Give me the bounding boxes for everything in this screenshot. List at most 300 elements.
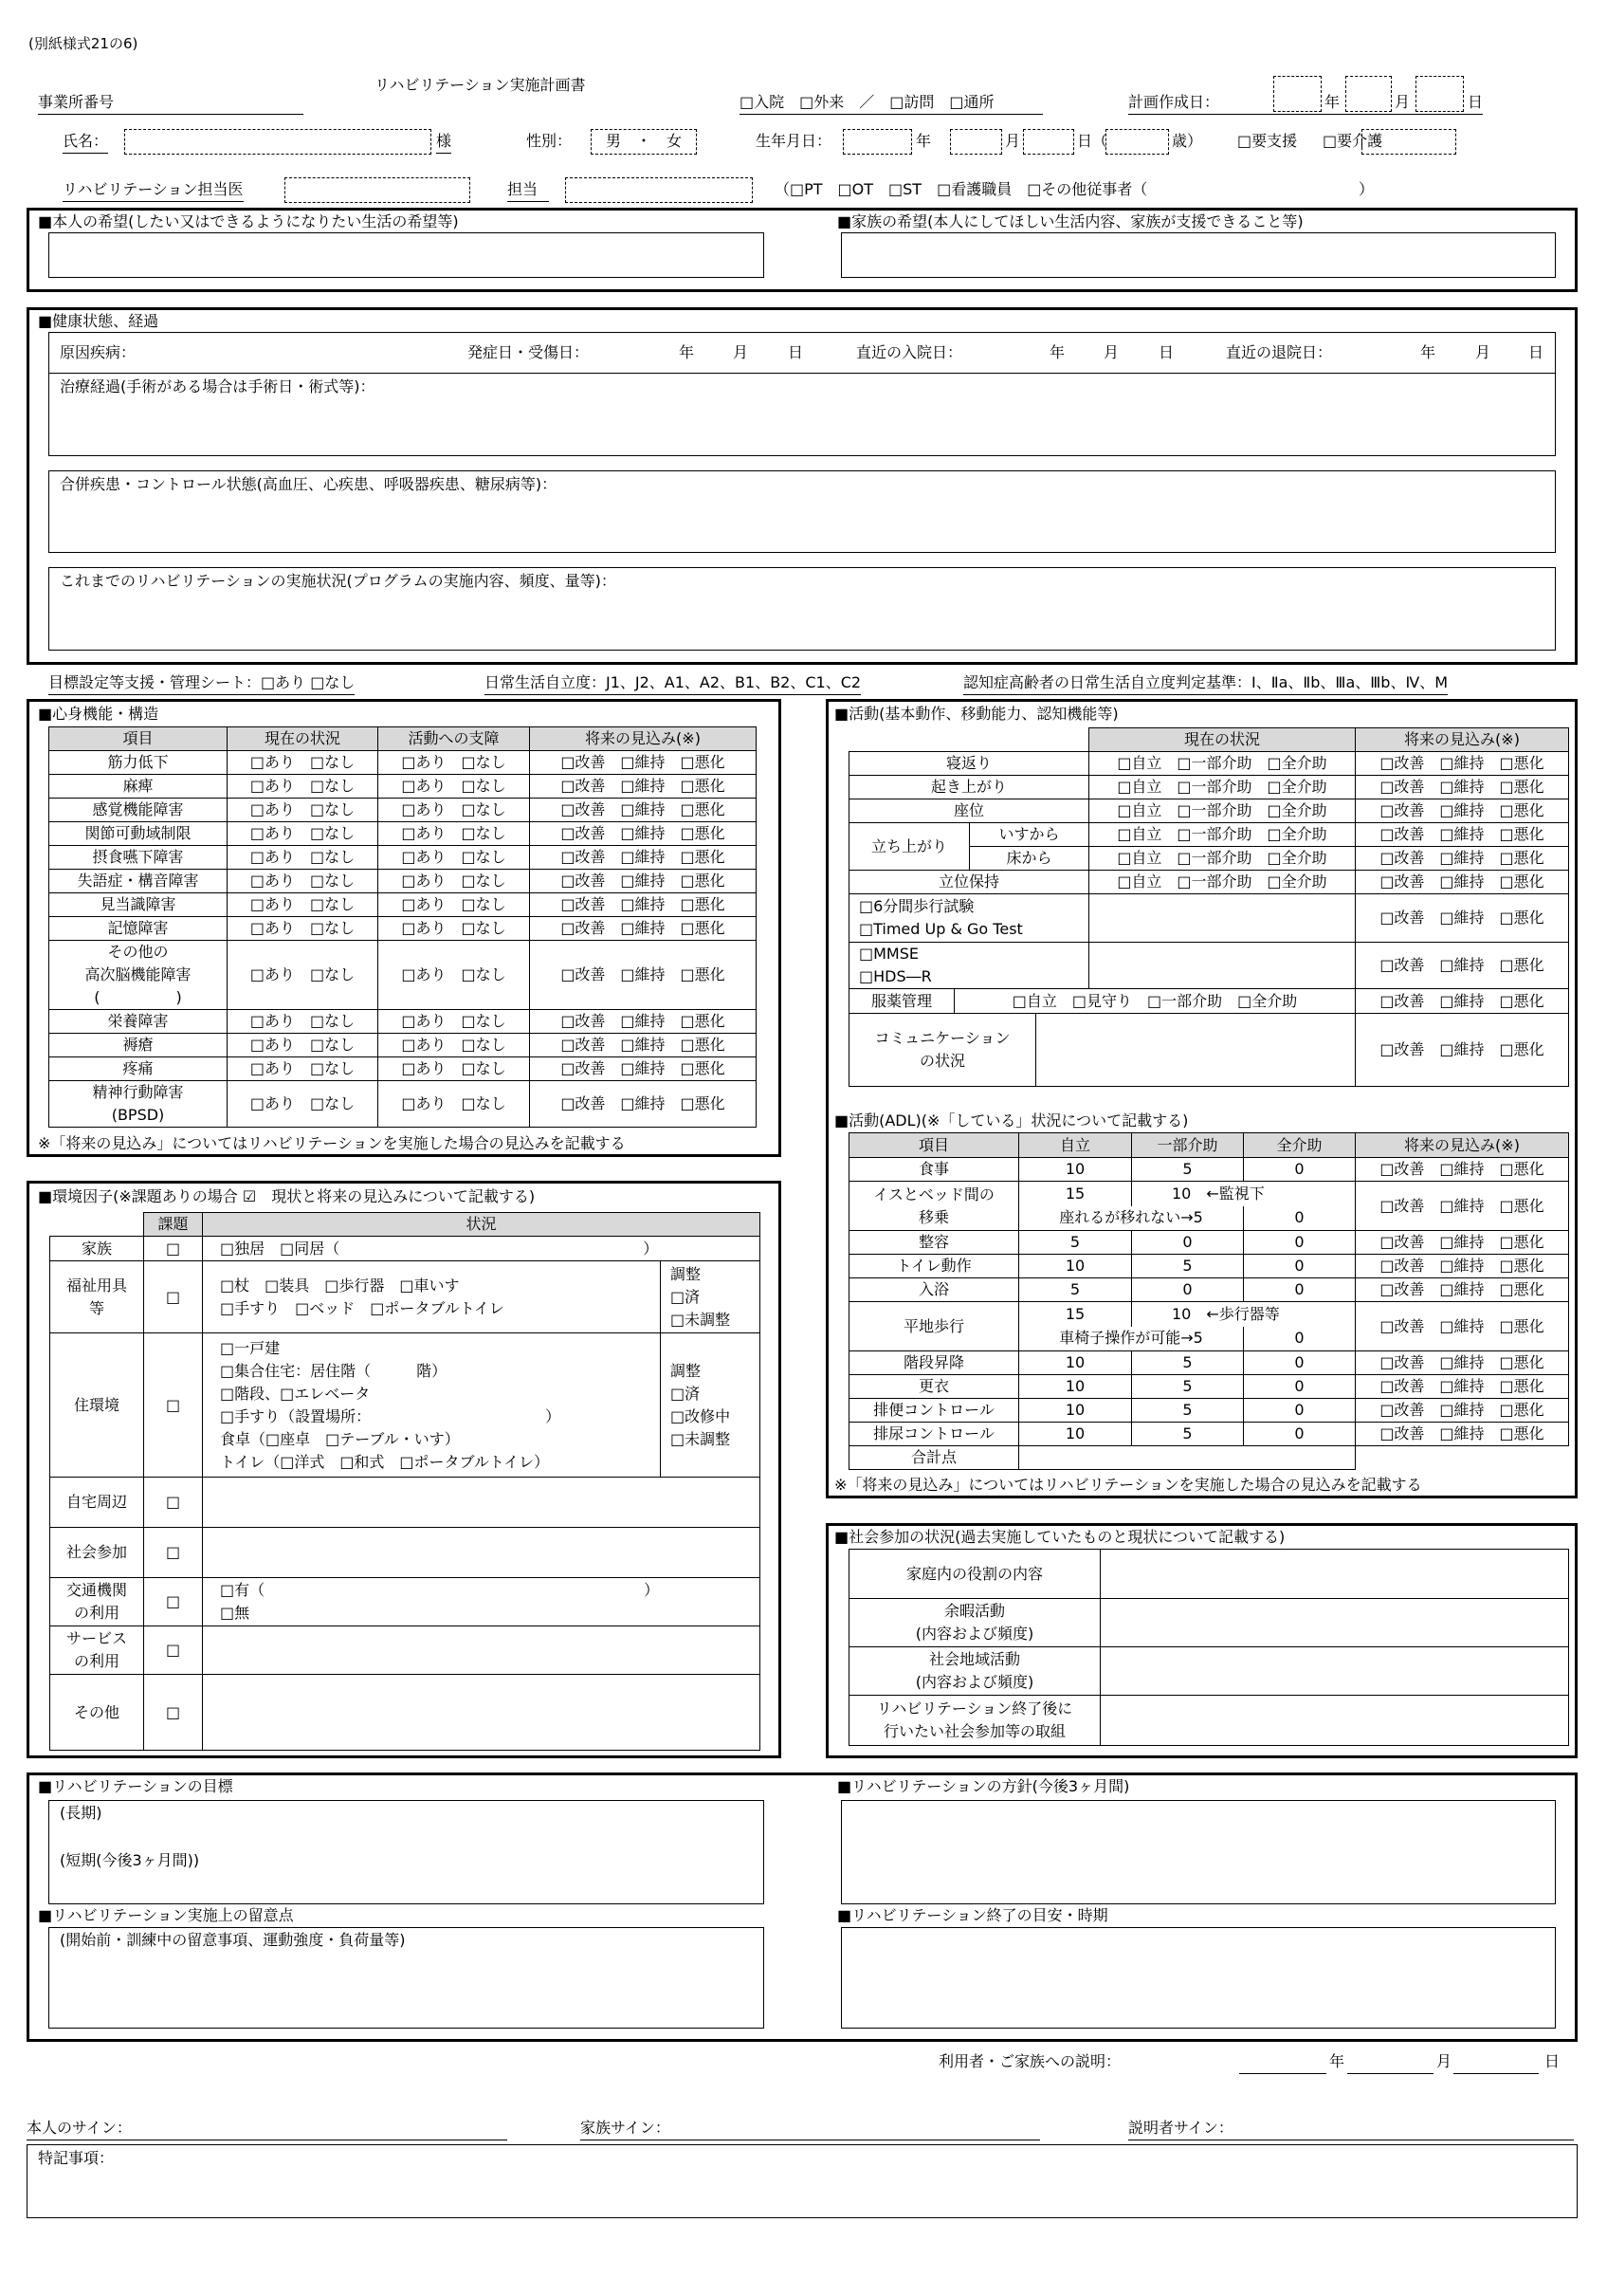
- family-hope-input[interactable]: [841, 232, 1556, 278]
- issue-checkbox[interactable]: □: [144, 1578, 203, 1626]
- table-row: [49, 893, 757, 917]
- body-function-title: ■心身機能・構造: [38, 705, 159, 723]
- table-row: [49, 1034, 757, 1057]
- table-row: [50, 1333, 760, 1478]
- header-row: [849, 728, 1569, 752]
- partial-assist-score: 5: [1132, 1399, 1244, 1423]
- onset-day: 日: [788, 343, 804, 361]
- issue-checkbox[interactable]: □: [144, 1237, 203, 1261]
- social-table: [849, 1549, 1569, 1746]
- self-sign-field[interactable]: [27, 2117, 507, 2140]
- prognosis-options[interactable]: □改善 □維持 □悪化: [1356, 1302, 1569, 1351]
- table-row: [49, 775, 757, 799]
- social-item-input[interactable]: [1101, 1599, 1569, 1647]
- cause-label: 原因疾病：: [60, 343, 137, 361]
- partial-assist-score: 10 ←監視下: [1132, 1182, 1356, 1206]
- age-input[interactable]: [1105, 129, 1169, 155]
- office-number-label: 事業所番号: [38, 93, 115, 111]
- column-header: 項目: [49, 727, 228, 751]
- full-assist-score: 0: [1244, 1351, 1356, 1375]
- staff-type-close: ）: [1359, 180, 1375, 198]
- communication-input[interactable]: [1036, 1014, 1355, 1086]
- form-title: リハビリテーション実施計画書: [374, 76, 586, 94]
- full-assist-score: 0: [1244, 1278, 1356, 1302]
- activity-impact-options[interactable]: □あり □なし: [378, 846, 530, 870]
- activity-impact-options[interactable]: □あり □なし: [378, 893, 530, 917]
- adl-table: [849, 1132, 1569, 1470]
- dementia-scale-options[interactable]: 認知症高齢者の日常生活自立度判定基準：Ⅰ、Ⅱa、Ⅱb、Ⅲa、Ⅲb、Ⅳ、M: [963, 671, 1448, 695]
- social-title: ■社会参加の状況(過去実施していたものと現状について記載する): [834, 1528, 1286, 1546]
- table-row: [49, 941, 757, 1010]
- item-label: 筋力低下: [49, 751, 228, 775]
- policy-title: ■リハビリテーションの方針(今後3ヶ月間): [837, 1777, 1130, 1795]
- header-row: [50, 1213, 760, 1237]
- table-row: [50, 1626, 760, 1675]
- prognosis-options[interactable]: □改善 □維持 □悪化: [1356, 799, 1569, 823]
- prognosis-options[interactable]: □改善 □維持 □悪化: [530, 941, 757, 1010]
- independent-score: 10: [1019, 1255, 1132, 1278]
- rehab-history-label: これまでのリハビリテーションの実施状況(プログラムの実施内容、頻度、量等)：: [60, 572, 616, 590]
- prognosis-options[interactable]: □改善 □維持 □悪化: [1356, 1399, 1569, 1423]
- env-status-content[interactable]: [203, 1528, 760, 1578]
- birth-month-input[interactable]: [950, 129, 1002, 155]
- prognosis-options[interactable]: □改善 □維持 □悪化: [1356, 943, 1569, 989]
- partial-assist-score: 5: [1132, 1351, 1244, 1375]
- walk-test-options[interactable]: □6分間歩行試験 □Timed Up & Go Test: [849, 894, 1089, 943]
- prognosis-options[interactable]: □改善 □維持 □悪化: [530, 917, 757, 941]
- issue-checkbox[interactable]: □: [144, 1626, 203, 1675]
- birth-day-input[interactable]: [1023, 129, 1074, 155]
- blank-cell: [1356, 1446, 1569, 1470]
- issue-checkbox[interactable]: □: [144, 1261, 203, 1333]
- full-assist-score: 0: [1244, 1399, 1356, 1423]
- sub-item-label: いすから: [970, 823, 1089, 847]
- item-label: 栄養障害: [49, 1010, 228, 1034]
- header-blank: [849, 728, 1089, 752]
- goal-title: ■リハビリテーションの目標: [38, 1777, 233, 1795]
- prognosis-options[interactable]: □改善 □維持 □悪化: [530, 893, 757, 917]
- table-row: [49, 799, 757, 822]
- current-status-options[interactable]: □あり □なし: [228, 822, 378, 846]
- table-row: [849, 1647, 1569, 1696]
- prognosis-options[interactable]: □改善 □維持 □悪化: [1356, 776, 1569, 799]
- independent-score: 10: [1019, 1158, 1132, 1182]
- prognosis-options[interactable]: □改善 □維持 □悪化: [1356, 847, 1569, 871]
- social-item-label: リハビリテーション終了後に 行いたい社会参加等の取組: [849, 1696, 1101, 1746]
- full-assist-score: 0: [1244, 1231, 1356, 1255]
- env-status-content[interactable]: □一戸建 □集合住宅：居住階（ 階） □階段、□エレベータ □手すり（設置場所： ） 食卓（□座卓 □テーブル・いす） トイレ（□洋式 □和式 □ポータブルトイレ）: [203, 1333, 661, 1478]
- sex-label: 性別：: [526, 132, 573, 150]
- activity-impact-options[interactable]: □あり □なし: [378, 1034, 530, 1057]
- plan-month-input[interactable]: [1345, 76, 1392, 112]
- activity-impact-options[interactable]: □あり □なし: [378, 822, 530, 846]
- explanation-day-input[interactable]: [1453, 2050, 1539, 2074]
- medication-label: 服薬管理: [849, 989, 955, 1013]
- admission-month: 月: [1104, 343, 1120, 361]
- activity-impact-options[interactable]: □あり □なし: [378, 751, 530, 775]
- partial-assist-score: 5: [1132, 1423, 1244, 1446]
- table-row: [49, 822, 757, 846]
- table-row: [50, 1675, 760, 1751]
- activity-impact-options[interactable]: □あり □なし: [378, 1057, 530, 1081]
- env-status-content[interactable]: [203, 1626, 760, 1675]
- birth-year-label: 年: [916, 132, 932, 150]
- activity-impact-options[interactable]: □あり □なし: [378, 870, 530, 893]
- adl-note: ※「将来の見込み」についてはリハビリテーションを実施した場合の見込みを記載する: [834, 1476, 1422, 1494]
- table-row: [849, 1302, 1569, 1327]
- assist-options[interactable]: □自立 □一部介助 □全介助: [1089, 847, 1356, 871]
- social-item-label: 余暇活動 (内容および頻度): [849, 1599, 1101, 1647]
- item-label: 起き上がり: [849, 776, 1089, 799]
- social-item-input[interactable]: [1101, 1550, 1569, 1599]
- health-title: ■健康状態、経過: [38, 312, 159, 330]
- explanation-label: 利用者・ご家族への説明：: [939, 2052, 1122, 2070]
- column-header: 一部介助: [1132, 1133, 1244, 1158]
- partial-assist-score: 10 ←歩行器等: [1132, 1302, 1356, 1327]
- result-input[interactable]: [1089, 943, 1356, 989]
- medication-options[interactable]: □自立 □見守り □一部介助 □全介助: [1012, 991, 1298, 1010]
- prognosis-options[interactable]: □改善 □維持 □悪化: [1356, 1014, 1569, 1087]
- adl-item-label: 排尿コントロール: [849, 1423, 1019, 1446]
- table-row: [849, 1231, 1569, 1255]
- env-status-content[interactable]: □有（ ） □無: [203, 1578, 760, 1626]
- total-row: [849, 1446, 1569, 1470]
- table-row: [849, 1255, 1569, 1278]
- item-label: 精神行動障害 (BPSD): [49, 1081, 228, 1128]
- issue-checkbox[interactable]: □: [144, 1528, 203, 1578]
- independent-score: 5: [1019, 1231, 1132, 1255]
- partial-assist-score: 5: [1132, 1255, 1244, 1278]
- result-input[interactable]: [1089, 894, 1356, 943]
- assist-options[interactable]: □自立 □一部介助 □全介助: [1089, 776, 1356, 799]
- independent-score: 5: [1019, 1278, 1132, 1302]
- header-row: [849, 1133, 1569, 1158]
- independent-score: 15: [1019, 1302, 1132, 1327]
- table-row: [49, 1010, 757, 1034]
- adl-item-label: 整容: [849, 1231, 1019, 1255]
- env-status-content[interactable]: [203, 1478, 760, 1528]
- table-row: [49, 846, 757, 870]
- item-label: 感覚機能障害: [49, 799, 228, 822]
- explanation-month-label: 月: [1436, 2052, 1452, 2070]
- full-assist-score: 0: [1244, 1255, 1356, 1278]
- assist-options[interactable]: □自立 □一部介助 □全介助: [1089, 823, 1356, 847]
- support-required-checkbox[interactable]: □要支援: [1237, 132, 1298, 150]
- honorific: 様: [436, 130, 451, 154]
- partial-assist-score: 5: [1132, 1158, 1244, 1182]
- age-open-label: 日（: [1077, 132, 1108, 150]
- env-item-label: その他: [50, 1675, 144, 1751]
- explanation-month-input[interactable]: [1347, 2050, 1434, 2074]
- staff-label: 担当: [507, 178, 549, 202]
- social-item-label: 社会地域活動 (内容および頻度): [849, 1647, 1101, 1696]
- current-status-options[interactable]: □あり □なし: [228, 870, 378, 893]
- medication-cell: [849, 989, 1356, 1014]
- treatment-label: 治療経過(手術がある場合は手術日・術式等)：: [60, 377, 375, 395]
- item-label: 立位保持: [849, 871, 1089, 894]
- prognosis-options[interactable]: □改善 □維持 □悪化: [530, 1057, 757, 1081]
- prognosis-options[interactable]: □改善 □維持 □悪化: [1356, 1182, 1569, 1231]
- prognosis-options[interactable]: □改善 □維持 □悪化: [530, 1081, 757, 1128]
- prognosis-options[interactable]: □改善 □維持 □悪化: [1356, 1423, 1569, 1446]
- table-row: [849, 1423, 1569, 1446]
- column-header: 全介助: [1244, 1133, 1356, 1158]
- name-input[interactable]: [124, 129, 431, 155]
- social-item-label: 家庭内の役割の内容: [849, 1550, 1101, 1599]
- precautions-hint: (開始前・訓練中の留意事項、運動強度・負荷量等): [60, 1931, 406, 1949]
- independent-score: 10: [1019, 1351, 1132, 1375]
- staff-type-options[interactable]: （□PT □OT □ST □看護職員 □その他従事者（: [775, 180, 1148, 198]
- item-label: 座位: [849, 799, 1089, 823]
- reduced-score-note: 座れるが移れない→5: [1019, 1206, 1244, 1231]
- care-level-input[interactable]: [1361, 129, 1456, 155]
- item-label: 関節可動域制限: [49, 822, 228, 846]
- item-label: 摂食嚥下障害: [49, 846, 228, 870]
- table-row: [849, 799, 1569, 823]
- issue-checkbox[interactable]: □: [144, 1333, 203, 1478]
- current-status-options[interactable]: □あり □なし: [228, 1010, 378, 1034]
- full-assist-score: 0: [1244, 1327, 1356, 1351]
- column-header: 将来の見込み(※): [530, 727, 757, 751]
- goal-sheet-options[interactable]: 目標設定等支援・管理シート：□あり □なし: [48, 671, 355, 695]
- current-status-options[interactable]: □あり □なし: [228, 751, 378, 775]
- activity-title: ■活動(基本動作、移動能力、認知機能等): [834, 705, 1119, 723]
- env-item-label: サービス の利用: [50, 1626, 144, 1675]
- assist-options[interactable]: □自立 □一部介助 □全介助: [1089, 752, 1356, 776]
- environment-table: [49, 1212, 760, 1751]
- independent-score: 10: [1019, 1399, 1132, 1423]
- divider: [48, 373, 1556, 374]
- comorbidity-label: 合併疾患・コントロール状態(高血圧、心疾患、呼吸器疾患、糖尿病等)：: [60, 475, 557, 493]
- prognosis-options[interactable]: □改善 □維持 □悪化: [1356, 894, 1569, 943]
- explanation-year-input[interactable]: [1239, 2050, 1326, 2074]
- item-label: 麻痺: [49, 775, 228, 799]
- activity-impact-options[interactable]: □あり □なし: [378, 1081, 530, 1128]
- table-row: [50, 1261, 760, 1333]
- body-function-note: ※「将来の見込み」についてはリハビリテーションを実施した場合の見込みを記載する: [38, 1134, 626, 1152]
- current-status-options[interactable]: □あり □なし: [228, 917, 378, 941]
- table-row: [50, 1237, 760, 1261]
- doctor-label: リハビリテーション担当医: [63, 178, 244, 202]
- discharge-label: 直近の退院日：: [1226, 343, 1333, 361]
- full-assist-score: 0: [1244, 1158, 1356, 1182]
- prognosis-options[interactable]: □改善 □維持 □悪化: [1356, 1375, 1569, 1399]
- activity-impact-options[interactable]: □あり □なし: [378, 941, 530, 1010]
- current-status-options[interactable]: □あり □なし: [228, 775, 378, 799]
- adl-item-label: トイレ動作: [849, 1255, 1019, 1278]
- prognosis-options[interactable]: □改善 □維持 □悪化: [1356, 1255, 1569, 1278]
- table-row: [849, 752, 1569, 776]
- discharge-year: 年: [1420, 343, 1436, 361]
- admission-year: 年: [1050, 343, 1066, 361]
- plan-month-label: 月: [1395, 93, 1411, 111]
- activity-impact-options[interactable]: □あり □なし: [378, 775, 530, 799]
- explainer-sign-label: 説明者サイン：: [1128, 2119, 1233, 2137]
- column-header: 現在の状況: [228, 727, 378, 751]
- full-assist-score: 0: [1244, 1423, 1356, 1446]
- explainer-sign-field[interactable]: [1128, 2117, 1574, 2140]
- discharge-day: 日: [1528, 343, 1544, 361]
- prognosis-options[interactable]: □改善 □維持 □悪化: [530, 799, 757, 822]
- prognosis-options[interactable]: □改善 □維持 □悪化: [1356, 823, 1569, 847]
- full-assist-score: 0: [1244, 1206, 1356, 1231]
- family-sign-field[interactable]: [580, 2117, 1040, 2140]
- table-row: [849, 1158, 1569, 1182]
- assist-options[interactable]: □自立 □一部介助 □全介助: [1089, 871, 1356, 894]
- column-header: 将来の見込み(※): [1356, 1133, 1569, 1158]
- activity-impact-options[interactable]: □あり □なし: [378, 917, 530, 941]
- adl-item-label: 食事: [849, 1158, 1019, 1182]
- table-row: [849, 894, 1569, 943]
- table-row: [50, 1478, 760, 1528]
- table-row: [849, 1375, 1569, 1399]
- header-blank: [50, 1213, 144, 1237]
- communication-row: [849, 1014, 1355, 1086]
- prognosis-options[interactable]: □改善 □維持 □悪化: [530, 751, 757, 775]
- name-label: 氏名：: [63, 130, 108, 154]
- care-required-checkbox[interactable]: □要介護: [1323, 132, 1383, 150]
- remarks-box[interactable]: [27, 2144, 1578, 2218]
- long-term-label: (長期): [60, 1804, 102, 1822]
- current-status-options[interactable]: □あり □なし: [228, 941, 378, 1010]
- prognosis-options[interactable]: □改善 □維持 □悪化: [530, 822, 757, 846]
- assist-options[interactable]: □自立 □一部介助 □全介助: [1089, 799, 1356, 823]
- adl-item-label: 排便コントロール: [849, 1399, 1019, 1423]
- item-label: 立ち上がり: [849, 823, 970, 871]
- communication-cell: [849, 1014, 1356, 1087]
- plan-date-label: 計画作成日：: [1128, 93, 1220, 111]
- age-close-label: 歳）: [1172, 132, 1203, 150]
- plan-day-label: 日: [1468, 93, 1484, 111]
- adjustment-options[interactable]: 調整 □済 □未調整: [661, 1261, 760, 1333]
- birth-label: 生年月日：: [756, 132, 832, 150]
- total-label: 合計点: [849, 1446, 1019, 1470]
- item-label: 記憶障害: [49, 917, 228, 941]
- prognosis-options[interactable]: □改善 □維持 □悪化: [1356, 1351, 1569, 1375]
- birth-month-label: 月: [1005, 132, 1021, 150]
- onset-year: 年: [679, 343, 695, 361]
- birth-year-input[interactable]: [843, 129, 912, 155]
- prognosis-options[interactable]: □改善 □維持 □悪化: [530, 870, 757, 893]
- self-sign-label: 本人のサイン：: [27, 2119, 132, 2137]
- doctor-input[interactable]: [284, 177, 470, 203]
- issue-checkbox[interactable]: □: [144, 1675, 203, 1751]
- adl-item-label: 平地歩行: [849, 1302, 1019, 1351]
- column-header: 将来の見込み(※): [1356, 728, 1569, 752]
- prognosis-options[interactable]: □改善 □維持 □悪化: [530, 846, 757, 870]
- column-header: 状況: [203, 1213, 760, 1237]
- table-row: [849, 943, 1569, 989]
- independent-score: 10: [1019, 1375, 1132, 1399]
- total-score-input[interactable]: [1019, 1446, 1356, 1470]
- social-item-input[interactable]: [1101, 1647, 1569, 1696]
- current-status-options[interactable]: □あり □なし: [228, 893, 378, 917]
- prognosis-options[interactable]: □改善 □維持 □悪化: [1356, 989, 1569, 1014]
- sex-options[interactable]: 男 ・ 女: [591, 129, 697, 155]
- prognosis-options[interactable]: □改善 □維持 □悪化: [1356, 752, 1569, 776]
- discharge-month: 月: [1475, 343, 1491, 361]
- prognosis-options[interactable]: □改善 □維持 □悪化: [530, 1010, 757, 1034]
- environment-title: ■環境因子(※課題ありの場合 ☑ 現状と将来の見込みについて記載する): [38, 1187, 536, 1205]
- current-status-options[interactable]: □あり □なし: [228, 1081, 378, 1128]
- prognosis-options[interactable]: □改善 □維持 □悪化: [1356, 1278, 1569, 1302]
- social-item-input[interactable]: [1101, 1696, 1569, 1746]
- remarks-label: 特記事項：: [38, 2149, 115, 2167]
- full-assist-score: 0: [1244, 1375, 1356, 1399]
- current-status-options[interactable]: □あり □なし: [228, 799, 378, 822]
- policy-input[interactable]: [841, 1800, 1556, 1904]
- table-row: [849, 823, 1569, 847]
- partial-assist-score: 0: [1132, 1231, 1244, 1255]
- item-label: 疼痛: [49, 1057, 228, 1081]
- precautions-title: ■リハビリテーション実施上の留意点: [38, 1906, 294, 1924]
- env-item-label: 社会参加: [50, 1528, 144, 1578]
- independent-score: 15: [1019, 1182, 1132, 1206]
- adjustment-options[interactable]: 調整 □済 □改修中 □未調整: [661, 1333, 760, 1478]
- prognosis-options[interactable]: □改善 □維持 □悪化: [530, 1034, 757, 1057]
- table-row: [849, 1278, 1569, 1302]
- table-row: [849, 776, 1569, 799]
- current-status-options[interactable]: □あり □なし: [228, 846, 378, 870]
- form-id: (別紙様式21の6): [28, 35, 138, 52]
- office-number-field[interactable]: [38, 91, 303, 115]
- env-status-content[interactable]: [203, 1675, 760, 1751]
- end-input[interactable]: [841, 1927, 1556, 2029]
- item-label: 褥瘡: [49, 1034, 228, 1057]
- env-status-content[interactable]: □杖 □装具 □歩行器 □車いす □手すり □ベッド □ポータブルトイレ: [203, 1261, 661, 1333]
- plan-year-input[interactable]: [1273, 76, 1322, 112]
- table-row: [49, 751, 757, 775]
- column-header: 項目: [849, 1133, 1019, 1158]
- prognosis-options[interactable]: □改善 □維持 □悪化: [1356, 1158, 1569, 1182]
- staff-input[interactable]: [565, 177, 753, 203]
- prognosis-options[interactable]: □改善 □維持 □悪化: [1356, 871, 1569, 894]
- current-status-options[interactable]: □あり □なし: [228, 1034, 378, 1057]
- prognosis-options[interactable]: □改善 □維持 □悪化: [1356, 1231, 1569, 1255]
- column-header: 現在の状況: [1089, 728, 1356, 752]
- env-item-label: 福祉用具 等: [50, 1261, 144, 1333]
- adl-item-label: 階段昇降: [849, 1351, 1019, 1375]
- table-row: [849, 1599, 1569, 1647]
- service-type-options[interactable]: □入院 □外来 ／ □訪問 □通所: [740, 91, 1043, 115]
- table-row: [50, 1528, 760, 1578]
- communication-label: コミュニケーション の状況: [849, 1014, 1036, 1086]
- self-hope-input[interactable]: [48, 232, 764, 278]
- current-status-options[interactable]: □あり □なし: [228, 1057, 378, 1081]
- table-row: [49, 870, 757, 893]
- table-row: [49, 1057, 757, 1081]
- end-title: ■リハビリテーション終了の目安・時期: [837, 1906, 1108, 1924]
- env-item-label: 自宅周辺: [50, 1478, 144, 1528]
- activity-table: [849, 727, 1569, 1087]
- table-row: [849, 1014, 1569, 1087]
- env-status-content[interactable]: □独居 □同居（ ）: [203, 1237, 760, 1261]
- plan-day-input[interactable]: [1415, 76, 1464, 112]
- prognosis-options[interactable]: □改善 □維持 □悪化: [530, 775, 757, 799]
- table-row: [49, 1081, 757, 1128]
- table-row: [849, 1351, 1569, 1375]
- adl-independence-options[interactable]: 日常生活自立度：J1、J2、A1、A2、B1、B2、C1、C2: [484, 671, 861, 695]
- issue-checkbox[interactable]: □: [144, 1478, 203, 1528]
- item-label: 失語症・構音障害: [49, 870, 228, 893]
- table-row: [849, 1550, 1569, 1599]
- cognitive-test-options[interactable]: □MMSE □HDS―R: [849, 943, 1089, 989]
- activity-impact-options[interactable]: □あり □なし: [378, 1010, 530, 1034]
- independent-score: 10: [1019, 1423, 1132, 1446]
- activity-impact-options[interactable]: □あり □なし: [378, 799, 530, 822]
- column-header: 活動への支障: [378, 727, 530, 751]
- item-label: 見当識障害: [49, 893, 228, 917]
